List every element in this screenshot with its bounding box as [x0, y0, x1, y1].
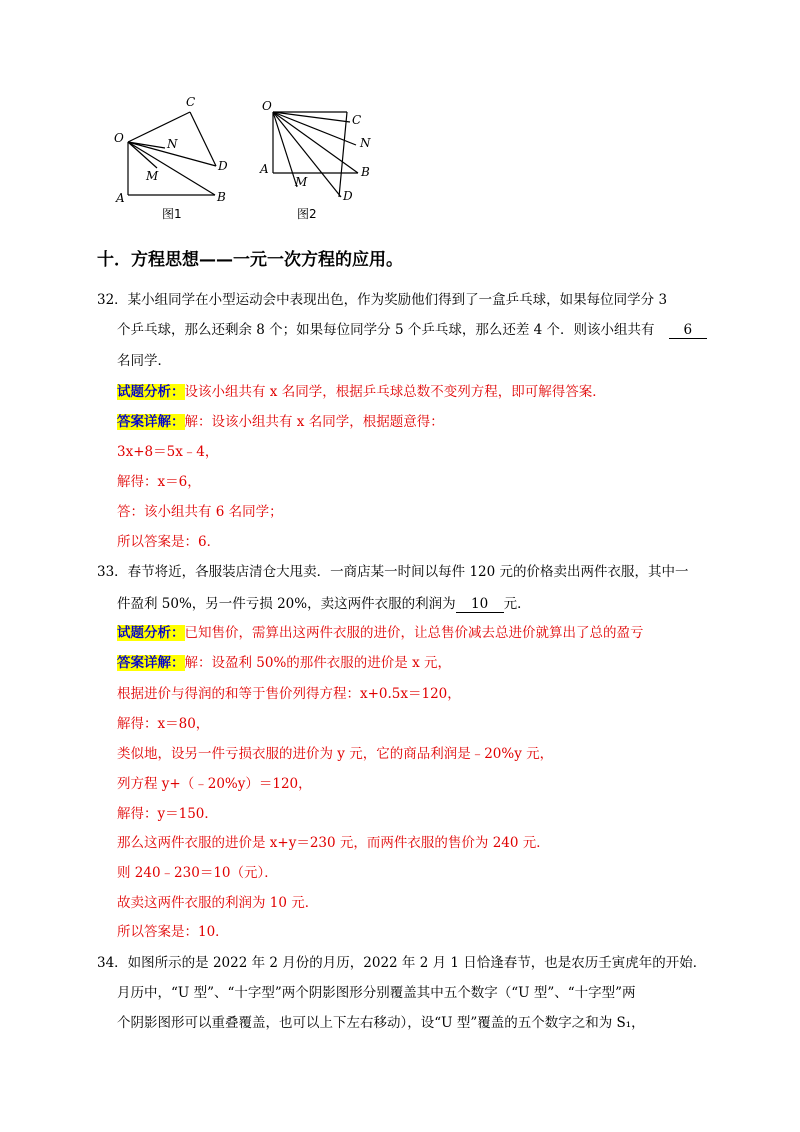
q34-line-3: 个阴影图形可以重叠覆盖，也可以上下左右移动），设“U 型”覆盖的五个数字之和为 S₁，	[117, 1015, 645, 1031]
fig1-label-m: M	[146, 169, 159, 183]
fig1-line-oc	[128, 112, 190, 142]
q33-step-4: 列方程 y+（﹣20%y）＝120，	[117, 776, 312, 792]
analysis-tag: 试题分析：	[117, 384, 185, 400]
analysis-tag: 试题分析：	[117, 625, 185, 641]
q32-analysis-text: 设该小组共有 x 名同学，根据乒乓球总数不变列方程，即可解得答案．	[184, 384, 606, 400]
q33-step-1: 根据进价与得润的和等于售价列得方程：x+0.5x＝120，	[117, 686, 461, 702]
q33-answer-text: 解：设盈利 50%的那件衣服的进价是 x 元，	[184, 655, 451, 671]
fig1-label-b: B	[217, 190, 226, 204]
q32-step-2: 解得：x＝6，	[117, 474, 201, 490]
fig2-line-right	[339, 112, 347, 197]
fig1-line-cd	[190, 112, 216, 166]
q33-answer-blank: 10	[456, 596, 504, 613]
figure-1-caption: 图1	[162, 207, 182, 221]
q32-answer-blank: 6	[669, 322, 707, 339]
figure-2	[255, 90, 385, 215]
fig2-label-n: N	[360, 136, 371, 150]
q33-step-8: 故卖这两件衣服的利润为 10 元．	[117, 895, 319, 911]
q32-line-3: 名同学．	[117, 353, 171, 369]
fig2-label-d: D	[343, 189, 353, 203]
q33-step-5: 解得：y＝150．	[117, 806, 218, 822]
fig1-label-a: A	[116, 191, 125, 205]
q33-step-6: 那么这两件衣服的进价是 x+y＝230 元，而两件衣服的售价为 240 元．	[117, 835, 550, 851]
q33-line-2	[117, 592, 531, 613]
fig1-label-c: C	[186, 95, 196, 109]
q33-step-3: 类似地，设另一件亏损衣服的进价为 y 元，它的商品利润是﹣20%y 元，	[117, 746, 554, 762]
q33-answer	[117, 651, 451, 671]
q32-step-4: 所以答案是：6．	[117, 534, 221, 550]
q33-line-2-end: 元．	[503, 596, 531, 612]
fig2-label-a: A	[260, 162, 269, 176]
fig1-label-d: D	[218, 159, 228, 173]
fig2-label-b: B	[361, 165, 370, 179]
answer-tag: 答案详解：	[117, 655, 185, 671]
fig2-label-m: M	[295, 175, 308, 189]
figure-2-caption: 图2	[297, 207, 317, 221]
section-title: 十．方程思想——一元一次方程的应用。	[97, 250, 403, 270]
q32-step-3: 答：该小组共有 6 名同学；	[117, 504, 283, 520]
fig2-line-om	[273, 112, 297, 187]
q34-line-2: 月历中，“U 型”、“十字型”两个阴影图形分别覆盖其中五个数字（“U 型”、“十字型”两	[117, 985, 636, 1001]
q33-analysis	[117, 621, 644, 641]
fig2-label-c: C	[352, 113, 362, 127]
q32-answer-text: 解：设该小组共有 x 名同学，根据题意得：	[184, 414, 444, 430]
answer-tag: 答案详解：	[117, 414, 185, 430]
q34-line-1: 34．如图所示的是 2022 年 2 月份的月历，2022 年 2 月 1 日恰逢春节，也是农历壬寅虎年的开始．	[97, 955, 707, 971]
fig1-label-n: N	[167, 137, 178, 151]
q32-answer	[117, 410, 444, 430]
fig2-label-o: O	[262, 99, 272, 113]
q33-line-2-text: 件盈利 50%，另一件亏损 20%，卖这两件衣服的利润为	[117, 596, 456, 612]
q32-line-2-text: 个乒乓球，那么还剩余 8 个；如果每位同学分 5 个乒乓球，那么还差 4 个．则该小组共有	[117, 322, 655, 338]
q33-step-7: 则 240﹣230＝10（元）．	[117, 865, 278, 881]
fig1-label-o: O	[114, 131, 124, 145]
q33-step-9: 所以答案是：10．	[117, 924, 229, 940]
q32-step-1: 3x+8＝5x﹣4，	[117, 444, 219, 460]
q33-analysis-text: 已知售价，需算出这两件衣服的进价，让总售价减去总进价就算出了总的盈亏	[184, 625, 644, 641]
q32-line-1: 32．某小组同学在小型运动会中表现出色，作为奖励他们得到了一盒乒乓球，如果每位同学分 3	[97, 292, 668, 308]
q32-line-2	[117, 318, 707, 339]
figure-1	[110, 90, 240, 215]
q33-line-1: 33．春节将近，各服装店清仓大甩卖．一商店某一时间以每件 120 元的价格卖出两件衣服，其中一	[97, 564, 689, 580]
q32-analysis	[117, 380, 606, 400]
q33-step-2: 解得：x＝80，	[117, 716, 210, 732]
